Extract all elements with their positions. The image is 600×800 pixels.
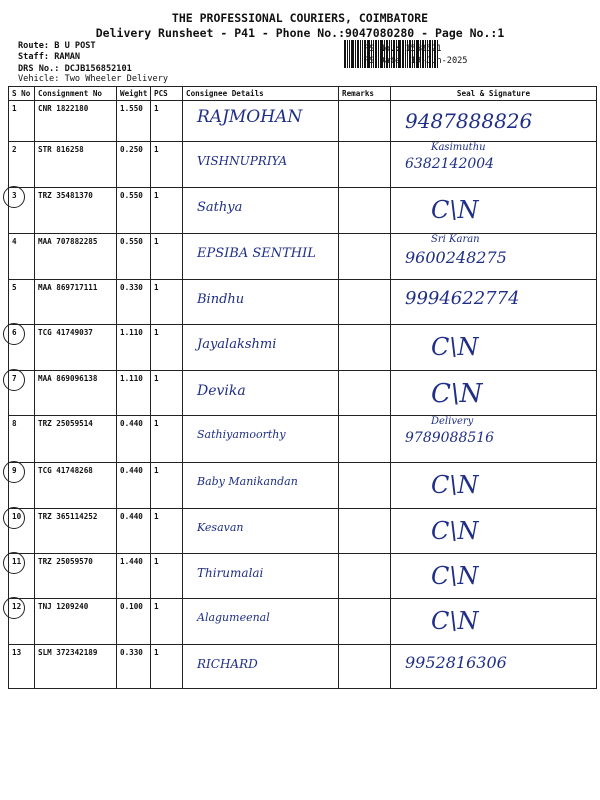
consignee-name: VISHNUPRIYA (197, 154, 288, 168)
row-remarks (339, 599, 391, 645)
row-sno: 8 (12, 419, 17, 428)
table-row (9, 416, 597, 463)
consignee-name: Jayalakshmi (197, 337, 277, 352)
row-remarks (339, 509, 391, 554)
row-pcs: 1 (154, 237, 159, 246)
row-sno: 4 (12, 237, 17, 246)
row-pcs: 1 (154, 145, 159, 154)
consignee-name: Sathya (197, 200, 243, 215)
table-row (9, 645, 597, 689)
runsheet-table (8, 86, 596, 689)
row-consignment-no: CNR 1822180 (38, 104, 89, 113)
consignee-name: Devika (197, 383, 246, 399)
signature: C\N (431, 196, 479, 224)
consignee-name: RICHARD (197, 657, 258, 671)
row-consignment-no: TRZ 35481370 (38, 191, 93, 200)
row-consignment-no: TCG 41748268 (38, 466, 93, 475)
signature: 6382142004 (405, 156, 495, 172)
signature: 9952816306 (405, 653, 507, 672)
consignee-name: Kesavan (197, 521, 244, 534)
signature: C\N (431, 379, 483, 409)
row-weight: 0.250 (120, 145, 143, 154)
table-row (9, 509, 597, 554)
row-pcs: 1 (154, 374, 159, 383)
signature-name: Delivery (431, 416, 474, 427)
col-signature: Seal & Signature (391, 87, 597, 101)
row-pcs: 1 (154, 602, 159, 611)
row-remarks (339, 101, 391, 142)
consignee-name: Thirumalai (197, 566, 264, 580)
signature: 9994622774 (405, 288, 520, 309)
table-row (9, 554, 597, 599)
consignee-name: Sathiyamoorthy (197, 428, 286, 441)
signature: 9487888826 (405, 109, 533, 133)
route-text: Route: B U POST (18, 41, 96, 51)
row-sno: 10 (12, 512, 22, 521)
row-consignment-no: SLM 372342189 (38, 648, 98, 657)
row-pcs: 1 (154, 328, 159, 337)
table-row (9, 234, 597, 280)
signature: C\N (431, 517, 479, 545)
row-remarks (339, 416, 391, 463)
row-consignment-no: TRZ 365114252 (38, 512, 98, 521)
row-pcs: 1 (154, 104, 159, 113)
table-row (9, 371, 597, 416)
row-weight: 0.330 (120, 648, 143, 657)
row-remarks (339, 645, 391, 689)
row-pcs: 1 (154, 466, 159, 475)
signature: C\N (431, 562, 479, 590)
row-remarks (339, 280, 391, 325)
row-pcs: 1 (154, 191, 159, 200)
row-sno: 9 (12, 466, 17, 475)
row-consignment-no: TRZ 25059514 (38, 419, 93, 428)
signature: C\N (431, 607, 479, 635)
staff-text: Staff: RAMAN (18, 52, 81, 62)
document-subtitle: Delivery Runsheet - P41 - Phone No.:9047080280 - Page No.:1 (95, 26, 505, 40)
rs-no-text: RS No.: 1568521 (364, 44, 442, 54)
row-remarks (339, 325, 391, 371)
signature: C\N (431, 471, 479, 499)
row-remarks (339, 371, 391, 416)
row-weight: 1.550 (120, 104, 143, 113)
row-consignment-no: MAA 869096138 (38, 374, 98, 383)
consignee-name: Bindhu (197, 292, 245, 307)
table-header-row (9, 87, 597, 101)
row-remarks (339, 142, 391, 188)
row-remarks (339, 554, 391, 599)
row-remarks (339, 234, 391, 280)
col-pcs: PCS (151, 87, 183, 101)
row-weight: 0.440 (120, 419, 143, 428)
row-consignment-no: MAA 869717111 (38, 283, 98, 292)
consignee-name: RAJMOHAN (197, 107, 303, 127)
signature: 9789088516 (405, 430, 495, 446)
row-consignment-no: TNJ 1209240 (38, 602, 89, 611)
row-sno: 6 (12, 328, 17, 337)
row-weight: 0.550 (120, 237, 143, 246)
row-consignment-no: STR 816258 (38, 145, 84, 154)
document-title: THE PROFESSIONAL COURIERS, COIMBATORE (171, 11, 429, 25)
signature-name: Kasimuthu (431, 142, 486, 153)
row-weight: 1.110 (120, 374, 143, 383)
vehicle-text: Vehicle: Two Wheeler Delivery (18, 74, 169, 84)
row-sno: 3 (12, 191, 17, 200)
row-sno: 1 (12, 104, 17, 113)
rs-date-text: RS Date: 19-Jun-2025 (364, 56, 468, 66)
col-consignment: Consignment No (35, 87, 117, 101)
row-weight: 1.110 (120, 328, 143, 337)
consignee-name: EPSIBA SENTHIL (197, 246, 316, 261)
table-row (9, 280, 597, 325)
row-consignment-no: TRZ 25059570 (38, 557, 93, 566)
row-pcs: 1 (154, 648, 159, 657)
table-row (9, 463, 597, 509)
col-weight: Weight (117, 87, 151, 101)
row-sno: 7 (12, 374, 17, 383)
table-row (9, 325, 597, 371)
table-row (9, 188, 597, 234)
row-pcs: 1 (154, 512, 159, 521)
col-remarks: Remarks (339, 87, 391, 101)
row-sno: 13 (12, 648, 22, 657)
row-pcs: 1 (154, 557, 159, 566)
col-sno: S No (9, 87, 35, 101)
table-row (9, 142, 597, 188)
table-row (9, 101, 597, 142)
row-sno: 12 (12, 602, 22, 611)
consignee-name: Baby Manikandan (197, 475, 298, 488)
drs-text: DRS No.: DCJB156852101 (18, 64, 132, 74)
signature: C\N (431, 333, 479, 361)
table-row (9, 599, 597, 645)
row-consignment-no: TCG 41749037 (38, 328, 93, 337)
col-consignee: Consignee Details (183, 87, 339, 101)
consignee-name: Alagumeenal (197, 611, 270, 624)
row-sno: 11 (12, 557, 22, 566)
signature-name: Sri Karan (431, 234, 480, 245)
row-remarks (339, 463, 391, 509)
row-weight: 0.440 (120, 512, 143, 521)
row-sno: 2 (12, 145, 17, 154)
row-remarks (339, 188, 391, 234)
row-pcs: 1 (154, 283, 159, 292)
row-pcs: 1 (154, 419, 159, 428)
row-weight: 0.100 (120, 602, 143, 611)
row-weight: 1.440 (120, 557, 143, 566)
row-weight: 0.550 (120, 191, 143, 200)
signature: 9600248275 (405, 248, 507, 267)
row-sno: 5 (12, 283, 17, 292)
row-consignment-no: MAA 707882285 (38, 237, 98, 246)
row-weight: 0.330 (120, 283, 143, 292)
row-weight: 0.440 (120, 466, 143, 475)
